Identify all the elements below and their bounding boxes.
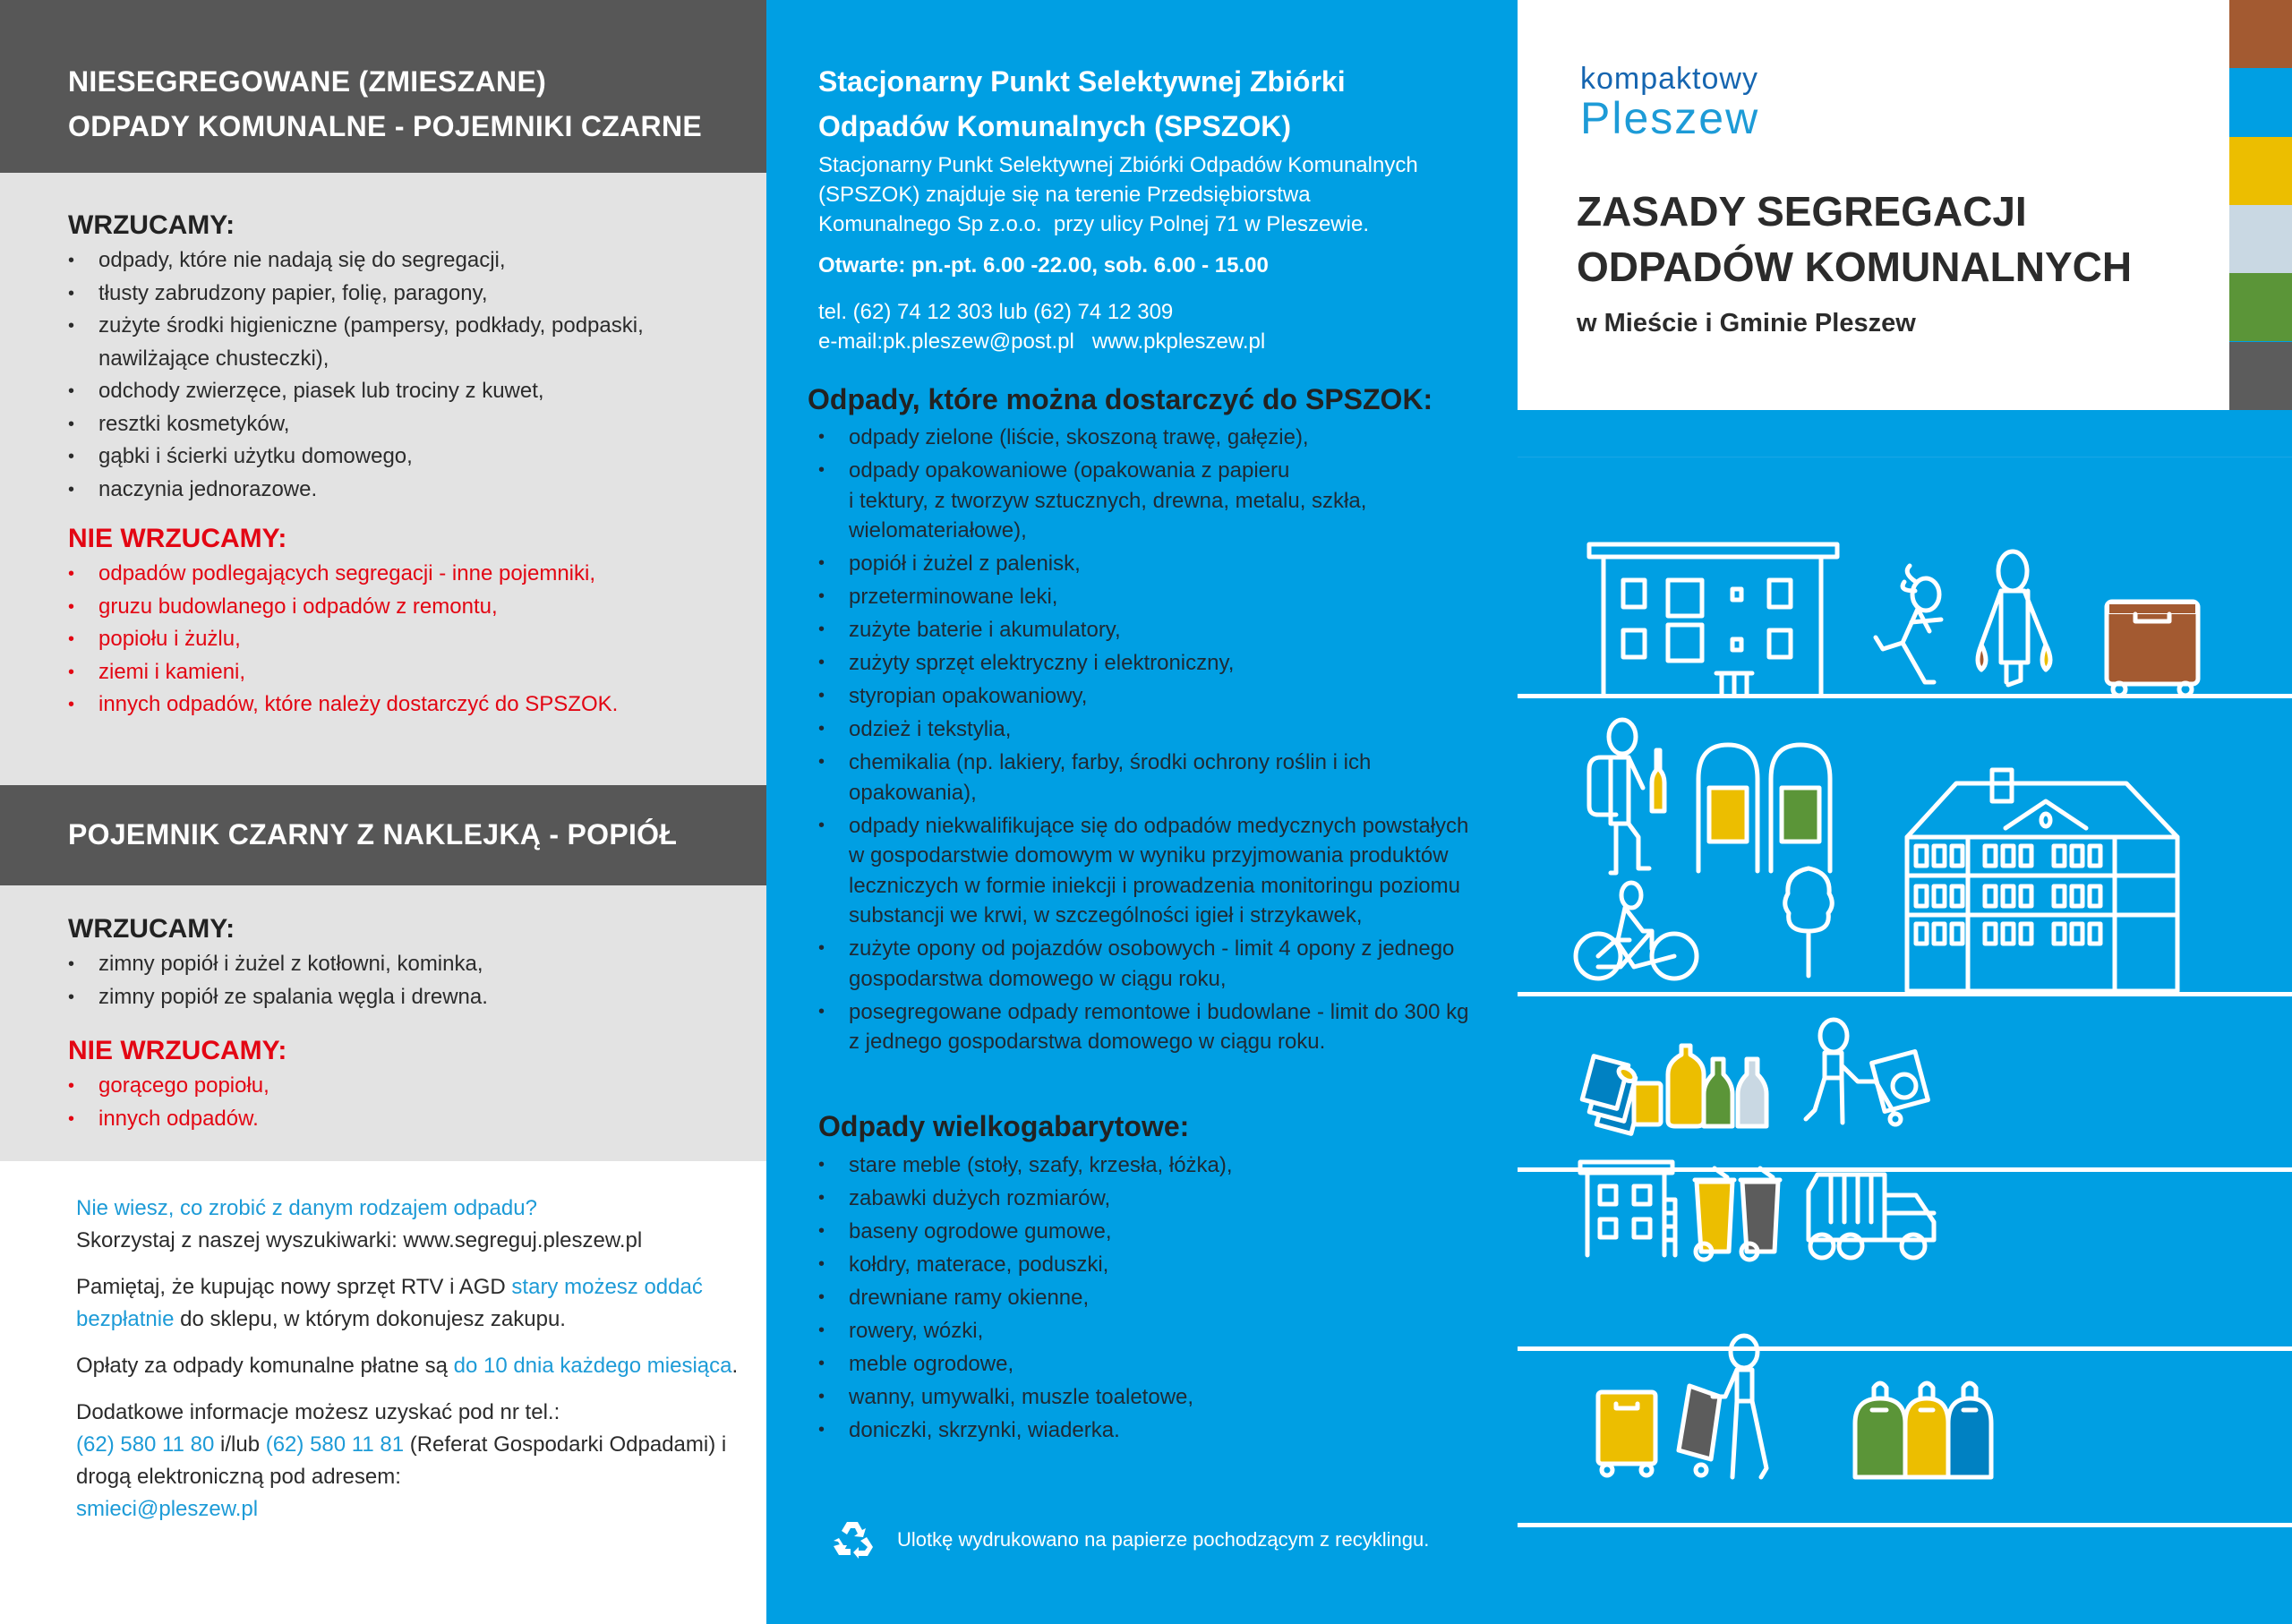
fee-info (76, 1350, 739, 1382)
hiker-with-bottle-icon (1589, 720, 1664, 873)
spszok-panel (766, 0, 1518, 1624)
spszok-contact (818, 297, 1265, 356)
window-shape (1916, 846, 1927, 866)
cover-panel (1518, 0, 2292, 1624)
search-text[interactable]: Skorzystaj z naszej wyszukiwarki: www.segreguj.pleszew.pl (76, 1228, 643, 1252)
list-item: • zimny popiół ze spalania węgla i drewna. (68, 981, 731, 1014)
phone-join: i/lub (214, 1432, 266, 1457)
brown-container-icon (2107, 602, 2198, 696)
ash-bin-body (0, 885, 766, 1161)
window-shape (1985, 886, 1996, 906)
green-glass-bin-icon (1771, 745, 1830, 871)
list-item: • posegregowane odpady remontowe i budowlane - limit do 300 kg z jednego gospodarstwa domowego w ciągu roku. (818, 997, 1472, 1057)
mixed-waste-body (0, 173, 766, 785)
window-shape (2021, 846, 2031, 866)
window-shape (1916, 886, 1927, 906)
window-shape (2021, 924, 2031, 944)
window-shape (2090, 846, 2100, 866)
list-item: • zużyte środki higieniczne (pampersy, podkłady, podpaski, nawilżające chusteczki), (68, 310, 731, 375)
garbage-truck-icon (1809, 1175, 1934, 1258)
logo-line1: kompaktowy (1580, 62, 1758, 96)
deliverable-heading: Odpady, które można dostarczyć do SPSZOK: (808, 383, 1433, 415)
list-item: • chemikalia (np. lakiery, farby, środki ochrony roślin i ich opakowania), (818, 748, 1472, 808)
gray-wheelie-bin-icon (1740, 1168, 1780, 1260)
ash-bin-title: POJEMNIK CZARNY Z NAKLEJKĄ - POPIÓŁ (68, 818, 678, 850)
ash-allowed-list (68, 948, 731, 1013)
window-shape (2054, 886, 2065, 906)
list-item: • gąbki i ścierki użytku domowego, (68, 440, 731, 474)
list-item: • gruzu budowlanego i odpadów z remontu, (68, 591, 731, 624)
phone-link-2[interactable]: (62) 580 11 81 (265, 1432, 405, 1457)
email-link[interactable]: smieci@pleszew.pl (76, 1497, 259, 1521)
window-shape (1952, 886, 1963, 906)
phone-link-1[interactable]: (62) 580 11 80 (76, 1432, 215, 1457)
deliverable-list (818, 423, 1472, 1060)
person-carrying-bags-icon (1978, 551, 2050, 685)
list-item: • popiół i żużel z palenisk, (818, 549, 1472, 579)
running-child-icon (1876, 566, 1941, 682)
apartment-building-icon (1589, 544, 1837, 694)
window-shape (1916, 924, 1927, 944)
desc-line: Stacjonarny Punkt Selektywnej Zbiórki Odpadów Komunalnych (818, 153, 1418, 177)
window-shape (2090, 886, 2100, 906)
fee-text: Opłaty za odpady komunalne płatne są (76, 1354, 454, 1378)
cover-title-line2: ODPADÓW KOMUNALNYCH (1577, 244, 2133, 290)
contact-text: Dodatkowe informacje możesz uzyskać pod nr tel.: (76, 1400, 560, 1424)
ash-forbidden-heading: NIE WRZUCAMY: (68, 1036, 287, 1065)
list-item: • popiołu i żużlu, (68, 623, 731, 656)
window-shape (1985, 924, 1996, 944)
rtv-text-end: do sklepu, w którym dokonujesz zakupu. (174, 1307, 566, 1331)
illustrations (1518, 0, 2292, 1624)
allowed-list (68, 244, 731, 506)
list-item: • baseny ogrodowe gumowe, (818, 1215, 1472, 1248)
rtv-info (76, 1271, 739, 1336)
list-item: • doniczki, skrzynki, wiaderka. (818, 1414, 1472, 1447)
town-hall-icon (1907, 770, 2177, 991)
list-item: • gorącego popiołu, (68, 1070, 731, 1103)
list-item: • zużyty sprzęt elektryczny i elektroniczny, (818, 648, 1472, 679)
yellow-glass-bin-icon (1698, 745, 1757, 871)
desc-line: (SPSZOK) znajduje się na terenie Przedsiębiorstwa (818, 183, 1311, 207)
window-shape (1952, 924, 1963, 944)
spszok-title-line1: Stacjonarny Punkt Selektywnej Zbiórki (818, 65, 1346, 98)
small-building-icon (1580, 1162, 1675, 1255)
window-shape (1934, 886, 1945, 906)
clear-glass-bottle-icon (1738, 1059, 1766, 1126)
mixed-waste-header (0, 0, 766, 173)
rtv-text: Pamiętaj, że kupując nowy sprzęt RTV i AGD (76, 1275, 512, 1299)
desc-line: Komunalnego Sp z.o.o. przy ulicy Polnej 71 w Pleszewie. (818, 212, 1369, 236)
person-pulling-bin-icon (1679, 1336, 1766, 1477)
recycling-bell-bins-icon (1855, 1383, 1991, 1477)
list-item: • odchody zwierzęce, piasek lub trociny z kuwet, (68, 375, 731, 408)
list-item: • stare meble (stoły, szafy, krzesła, łóżka), (818, 1149, 1472, 1182)
person-with-washing-machine-icon (1806, 1020, 1928, 1124)
window-shape (1934, 846, 1945, 866)
contact-info (76, 1397, 739, 1526)
cover-title-line1: ZASADY SEGREGACJI (1577, 188, 2027, 235)
list-item: • odpady, które nie nadają się do segregacji, (68, 244, 731, 278)
info-block (76, 1192, 739, 1540)
list-item: • styropian opakowaniowy, (818, 681, 1472, 712)
rtv-highlight: stary możesz oddać bezpłatnie (76, 1275, 703, 1331)
recycle-icon (831, 1519, 876, 1559)
window-shape (1952, 846, 1963, 866)
list-item: • innych odpadów. (68, 1103, 731, 1136)
fee-text-end: . (731, 1354, 739, 1378)
list-item: • meble ogrodowe, (818, 1347, 1472, 1380)
list-item: • zużyte opony od pojazdów osobowych - limit 4 opony z jednego gospodarstwa domowego w ciągu roku, (818, 934, 1472, 994)
spszok-phone[interactable]: tel. (62) 74 12 303 lub (62) 74 12 309 (818, 300, 1174, 324)
list-item: • zabawki dużych rozmiarów, (818, 1182, 1472, 1215)
logo-line2: Pleszew (1580, 93, 1760, 143)
spszok-email-web[interactable]: e-mail:pk.pleszew@post.pl www.pkpleszew.pl (818, 329, 1266, 354)
allowed-heading: WRZUCAMY: (68, 210, 235, 240)
mixed-waste-title-line1: NIESEGREGOWANE (ZMIESZANE) (68, 65, 547, 98)
window-shape (2090, 924, 2100, 944)
list-item: • odpady niekwalifikujące się do odpadów medycznych powstałych w gospodarstwie domowym w wyniku przyjmowania produktów leczniczych w formie iniekcji i prowadzenia monitoringu poziomu substancji we krwi, w szczególności igieł i strzykawek, (818, 811, 1472, 931)
ash-bin-header (0, 785, 766, 885)
recycled-paper-note: Ulotkę wydrukowano na papierze pochodzącym z recyklingu. (897, 1528, 1430, 1551)
forbidden-heading: NIE WRZUCAMY: (68, 524, 287, 553)
window-shape (2072, 886, 2082, 906)
window-shape (2072, 846, 2082, 866)
list-item: • ziemi i kamieni, (68, 656, 731, 689)
question-text: Nie wiesz, co zrobić z danym rodzajem odpadu? (76, 1196, 537, 1220)
window-shape (2003, 924, 2014, 944)
bulky-heading: Odpady wielkogabarytowe: (818, 1110, 1190, 1142)
ash-forbidden-list (68, 1070, 731, 1135)
search-info (76, 1192, 739, 1257)
window-shape (2021, 886, 2031, 906)
green-glass-bottle-icon (1704, 1059, 1732, 1126)
list-item: • rowery, wózki, (818, 1314, 1472, 1347)
window-shape (1934, 924, 1945, 944)
opening-hours: Otwarte: pn.-pt. 6.00 -22.00, sob. 6.00 - 15.00 (818, 253, 1269, 278)
list-item: • zużyte baterie i akumulatory, (818, 615, 1472, 645)
window-shape (2003, 886, 2014, 906)
list-item: • odzież i tekstylia, (818, 714, 1472, 745)
left-panel (0, 0, 766, 1624)
window-shape (2054, 924, 2065, 944)
mixed-waste-title-line2: ODPADY KOMUNALNE - POJEMNIKI CZARNE (68, 110, 703, 142)
contact-mid: (Referat Gospodarki Odpadami) i drogą elektroniczną pod adresem: (76, 1432, 727, 1489)
list-item: • wanny, umywalki, muszle toaletowe, (818, 1380, 1472, 1414)
list-item: • odpadów podlegających segregacji - inne pojemniki, (68, 558, 731, 591)
yellow-wheelie-bin-icon (1695, 1168, 1734, 1260)
spszok-title-line2: Odpadów Komunalnych (SPSZOK) (818, 110, 1292, 142)
list-item: • odpady zielone (liście, skoszoną trawę, gałęzie), (818, 423, 1472, 453)
tree-icon (1785, 868, 1833, 976)
list-item: • kołdry, materace, poduszki, (818, 1248, 1472, 1281)
spszok-title (818, 59, 1346, 149)
list-item: • innych odpadów, które należy dostarczyć do SPSZOK. (68, 688, 731, 722)
cover-subtitle: w Mieście i Gminie Pleszew (1577, 309, 1916, 338)
list-item: • odpady opakowaniowe (opakowania z papieru i tektury, z tworzyw sztucznych, drewna, metalu, szkła, wielomateriałowe), (818, 456, 1472, 546)
plastic-bottle-icon (1668, 1046, 1704, 1126)
yellow-container-icon (1598, 1392, 1655, 1475)
cyclist-icon (1576, 883, 1697, 979)
window-shape (2003, 846, 2014, 866)
spszok-description (818, 150, 1517, 239)
list-item: • zimny popiół i żużel z kotłowni, kominka, (68, 948, 731, 981)
window-shape (1985, 846, 1996, 866)
window-shape (2054, 846, 2065, 866)
forbidden-list (68, 558, 731, 722)
list-item: • drewniane ramy okienne, (818, 1281, 1472, 1314)
list-item: • przeterminowane leki, (818, 582, 1472, 612)
ash-allowed-heading: WRZUCAMY: (68, 914, 235, 944)
window-shape (2072, 924, 2082, 944)
bulky-list (818, 1149, 1472, 1447)
fee-highlight: do 10 dnia każdego miesiąca (453, 1354, 732, 1378)
list-item: • tłusty zabrudzony papier, folię, paragony, (68, 278, 731, 311)
list-item: • naczynia jednorazowe. (68, 474, 731, 507)
list-item: • resztki kosmetyków, (68, 408, 731, 441)
